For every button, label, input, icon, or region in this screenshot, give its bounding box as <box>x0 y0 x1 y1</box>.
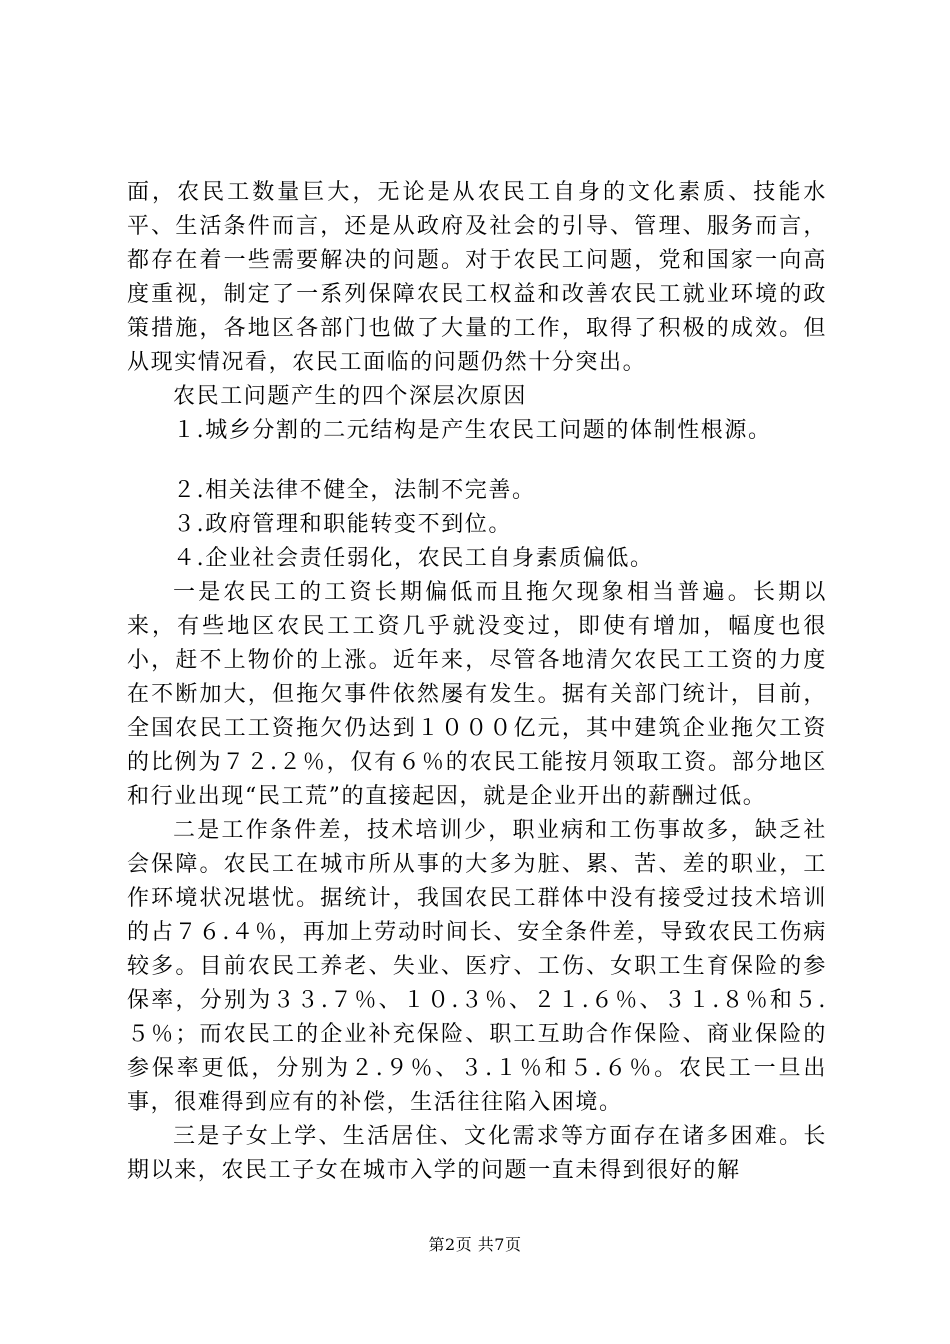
paragraph-children-education: 三是子女上学、生活居住、文化需求等方面存在诸多困难。长期以来，农民工子女在城市入学的问题一直未得到很好的解 <box>127 1124 827 1183</box>
list-item: １.城乡分割的二元结构是产生农民工问题的体制性根源。 <box>173 418 772 443</box>
section-heading: 农民工问题产生的四个深层次原因 <box>173 384 528 409</box>
paragraph-working-conditions: 二是工作条件差，技术培训少，职业病和工伤事故多，缺乏社会保障。农民工在城市所从事的大多为脏、累、苦、差的职业，工作环境状况堪忧。据统计，我国农民工群体中没有接受过技术培训的占７６.４％，再加上劳动时间长、安全条件差，导致农民工伤病较多。目前农民工养老、失业、医疗、工伤、女职工生育保险的参保率，分别为３３.７％、１０.３％、２１.６％、３１.８％和５.５％；而农民工的企业补充保险、职工互助合作保险、商业保险的参保率更低，分别为２.９％、３.１％和５.６％。农民工一旦出事，很难得到应有的补偿，生活往往陷入困境。 <box>127 818 827 1115</box>
list-item: ２.相关法律不健全，法制不完善。 <box>173 478 536 503</box>
paragraph-intro: 面，农民工数量巨大，无论是从农民工自身的文化素质、技能水平、生活条件而言，还是从政府及社会的引导、管理、服务而言，都存在着一些需要解决的问题。对于农民工问题，党和国家一向高度重视，制定了一系列保障农民工权益和改善农民工就业环境的政策措施，各地区各部门也做了大量的工作，取得了积极的成效。但从现实情况看，农民工面临的问题仍然十分突出。 <box>127 180 827 375</box>
document-body <box>127 176 827 1188</box>
paragraph-wages: 一是农民工的工资长期偏低而且拖欠现象相当普遍。长期以来，有些地区农民工工资几乎就没变过，即使有增加，幅度也很小，赶不上物价的上涨。近年来，尽管各地清欠农民工工资的力度在不断加大，但拖欠事件依然屡有发生。据有关部门统计，目前，全国农民工工资拖欠仍达到１０００亿元，其中建筑企业拖欠工资的比例为７２.２％，仅有６％的农民工能按月领取工资。部分地区和行业出现“民工荒”的直接起因，就是企业开出的薪酬过低。 <box>127 580 827 809</box>
list-item: ４.企业社会责任弱化，农民工自身素质偏低。 <box>173 546 654 571</box>
list-item: ３.政府管理和职能转变不到位。 <box>173 512 512 537</box>
page-number-footer: 第2页 共7页 <box>428 1235 522 1254</box>
